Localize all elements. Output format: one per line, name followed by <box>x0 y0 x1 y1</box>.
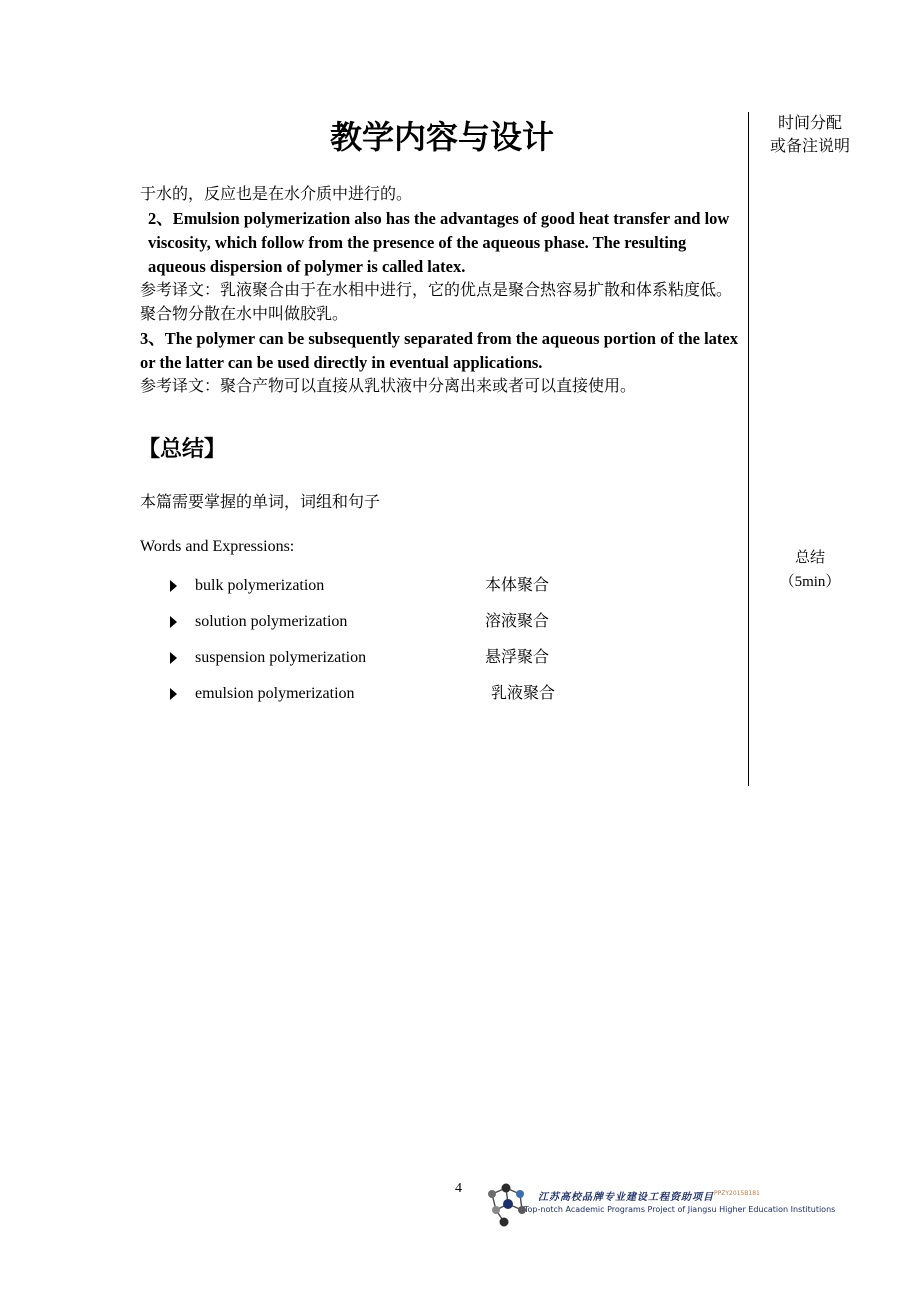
word-chinese: 乳液聚合 <box>491 685 556 702</box>
side-note-label: 总结 <box>794 550 825 566</box>
bullet-triangle-icon <box>170 652 177 664</box>
word-list <box>166 568 646 712</box>
word-chinese: 本体聚合 <box>485 577 550 594</box>
list-item <box>166 568 646 604</box>
list-item <box>166 604 646 640</box>
bullet-triangle-icon <box>170 688 177 700</box>
word-english: solution polymerization <box>195 613 348 630</box>
side-title-line2: 或备注说明 <box>769 138 850 155</box>
list-item <box>166 676 646 712</box>
point3-english: 3、The polymer can be subsequently separated from the aqueous portion of the latex or the latter can be used directly in eventual applications. <box>140 329 738 372</box>
point2-translation: 参考译文：乳液聚合由于在水相中进行，它的优点是聚合热容易扩散和体系粘度低。聚合物分散在水中叫做胶乳。 <box>140 282 733 323</box>
molecule-logo-icon <box>482 1180 534 1228</box>
footer-logo <box>482 1178 836 1228</box>
point3-translation: 参考译文：聚合产物可以直接从乳状液中分离出来或者可以直接使用。 <box>140 378 637 395</box>
word-english: bulk polymerization <box>195 577 325 594</box>
logo-chinese-text: 江苏高校品牌专业建设工程资助项目 <box>538 1192 714 1203</box>
word-english: emulsion polymerization <box>195 685 355 702</box>
list-item <box>166 640 646 676</box>
word-english: suspension polymerization <box>195 649 367 666</box>
side-column-header <box>750 112 870 158</box>
words-label: Words and Expressions: <box>140 538 295 555</box>
body-text-block <box>140 183 744 399</box>
summary-heading: 【总结】 <box>138 437 227 462</box>
side-note-duration: （5min） <box>779 574 841 590</box>
column-divider <box>748 112 749 786</box>
continued-line: 于水的，反应也是在水介质中进行的。 <box>140 186 413 203</box>
summary-intro: 本篇需要掌握的单词，词组和句子 <box>140 494 381 511</box>
page-title: 教学内容与设计 <box>329 118 554 156</box>
logo-english-text: Top-notch Academic Programs Project of Jiangsu Higher Education Institutions <box>524 1205 836 1214</box>
bullet-triangle-icon <box>170 580 177 592</box>
page-number: 4 <box>455 1181 462 1196</box>
word-chinese: 悬浮聚合 <box>485 649 550 666</box>
bullet-triangle-icon <box>170 616 177 628</box>
word-chinese: 溶液聚合 <box>485 613 550 630</box>
logo-code: PPZY2015B181 <box>714 1190 760 1197</box>
side-title-line1: 时间分配 <box>777 115 842 132</box>
point2-english: 2、Emulsion polymerization also has the advantages of good heat transfer and low viscosity, which follow from the presence of the aqueous phase. The resulting aqueous dispersion of polymer is called latex. <box>148 209 730 276</box>
summary-side-note <box>750 546 870 594</box>
